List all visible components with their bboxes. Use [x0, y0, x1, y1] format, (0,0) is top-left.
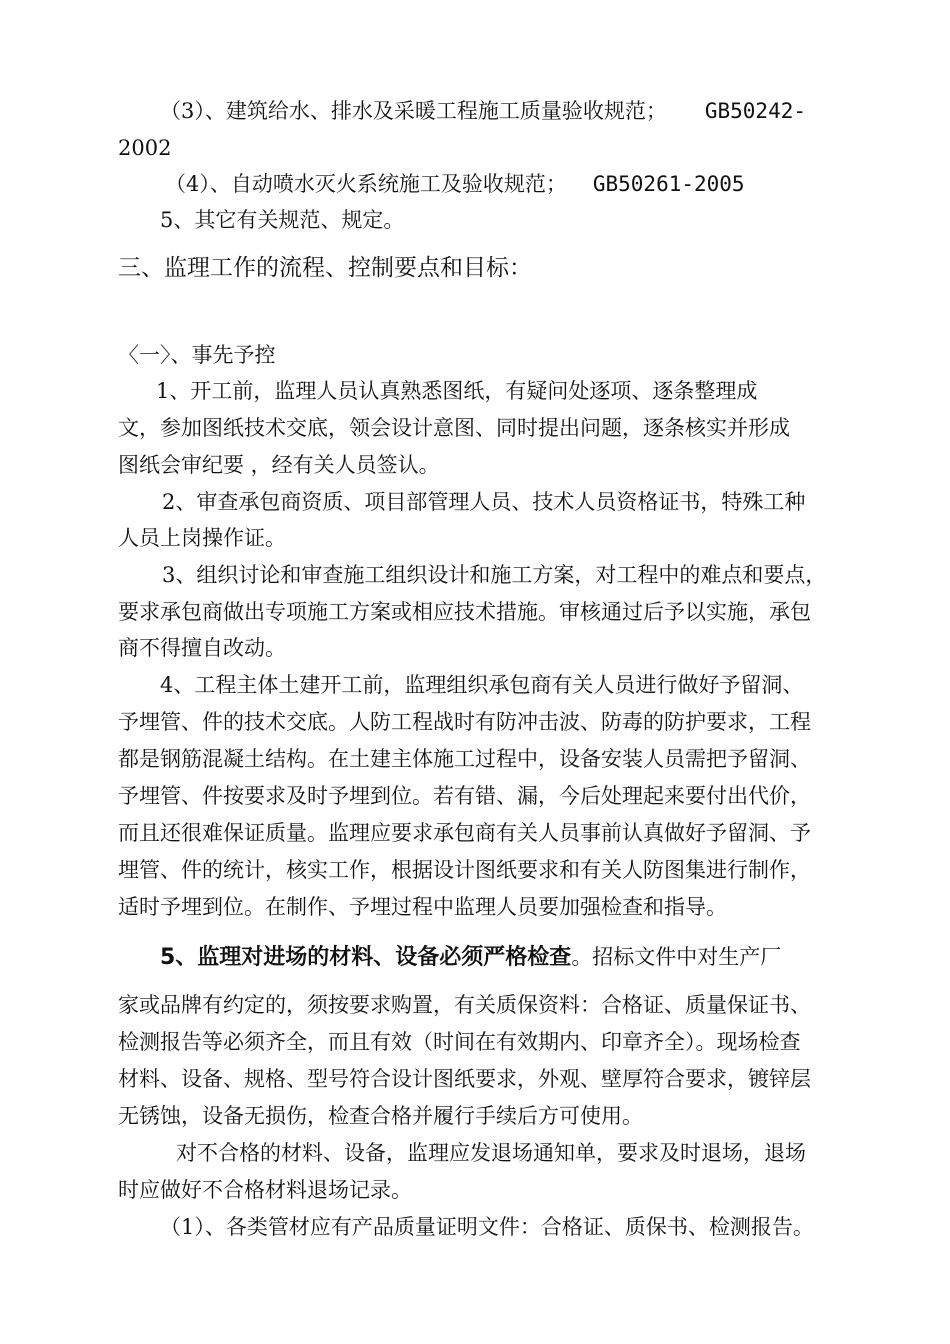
point-4-line-1: 4、工程主体土建开工前，监理组织承包商有关人员进行做好予留洞、 — [160, 673, 804, 697]
nonconforming-line-2: 时应做好不合格材料退场记录。 — [118, 1178, 412, 1202]
standard-item-3 — [160, 96, 806, 126]
point-5-bold-lead: 5、监理对进场的材料、设备必须严格检查 — [160, 945, 572, 970]
point-3-line-2: 要求承包商做出专项施工方案或相应技术措施。审核通过后予以实施，承包 — [118, 600, 811, 624]
point-2-line-2: 人员上岗操作证。 — [118, 526, 286, 550]
pipe-materials-item: （1）、各类管材应有产品质量证明文件：合格证、质保书、检测报告。 — [160, 1215, 814, 1239]
point-2-line-1: 2、审查承包商资质、项目部管理人员、技术人员资格证书，特殊工种 — [162, 490, 806, 514]
standard-item-3-code-cont: 2002 — [118, 136, 172, 160]
subsection-heading: 〈一〉、事先予控 — [118, 343, 276, 367]
section-heading: 三、监理工作的流程、控制要点和目标： — [118, 255, 532, 281]
standard-item-3-label: （3）、建筑给水、排水及采暖工程施工质量验收规范； — [160, 99, 667, 123]
point-1-line-2: 文，参加图纸技术交底，领会设计意图、同时提出问题，逐条核实并形成 — [118, 416, 790, 440]
standard-item-4 — [165, 169, 745, 199]
point-3-line-1: 3、组织讨论和审查施工组织设计和施工方案，对工程中的难点和要点， — [162, 563, 827, 587]
point-4-line-2: 予埋管、件的技术交底。人防工程战时有防冲击波、防毒的防护要求，工程 — [118, 710, 811, 734]
point-5-line-1 — [160, 942, 781, 972]
nonconforming-line-1: 对不合格的材料、设备，监理应发退场通知单，要求及时退场，退场 — [176, 1141, 806, 1165]
point-4-line-3: 都是钢筋混凝土结构。在土建主体施工过程中，设备安装人员需把予留洞、 — [118, 747, 811, 771]
point-4-line-4: 予埋管、件按要求及时予埋到位。若有错、漏，今后处理起来要付出代价， — [118, 784, 811, 808]
point-5-line-5: 无锈蚀，设备无损伤，检查合格并履行手续后方可使用。 — [118, 1104, 643, 1128]
point-5-line-1-rest: 。招标文件中对生产厂 — [571, 945, 782, 969]
point-5-line-4: 材料、设备、规格、型号符合设计图纸要求，外观、壁厚符合要求，镀锌层 — [118, 1067, 811, 1091]
point-1-line-3: 图纸会审纪要 ，经有关人员签认。 — [118, 453, 440, 477]
point-4-line-7: 适时予埋到位。在制作、予埋过程中监理人员要加强检查和指导。 — [118, 895, 727, 919]
standard-item-4-code: GB50261-2005 — [592, 172, 745, 196]
point-5-line-3: 检测报告等必须齐全，而且有效（时间在有效期内、印章齐全）。现场检查 — [118, 1030, 801, 1054]
point-1-line-1: 1、开工前，监理人员认真熟悉图纸，有疑问处逐项、逐条整理成 — [156, 379, 758, 403]
point-4-line-6: 埋管、件的统计，核实工作，根据设计图纸要求和有关人防图集进行制作， — [118, 858, 811, 882]
point-5-line-2: 家或品牌有约定的，须按要求购置，有关质保资料：合格证、质量保证书、 — [118, 993, 811, 1017]
standard-item-5: 5、其它有关规范、规定。 — [160, 208, 405, 232]
point-4-line-5: 而且还很难保证质量。监理应要求承包商有关人员事前认真做好予留洞、予 — [118, 821, 811, 845]
standard-item-3-code: GB50242- — [704, 99, 807, 123]
point-3-line-3: 商不得擅自改动。 — [118, 636, 286, 660]
standard-item-4-label: （4）、自动喷水灭火系统施工及验收规范； — [165, 172, 567, 196]
